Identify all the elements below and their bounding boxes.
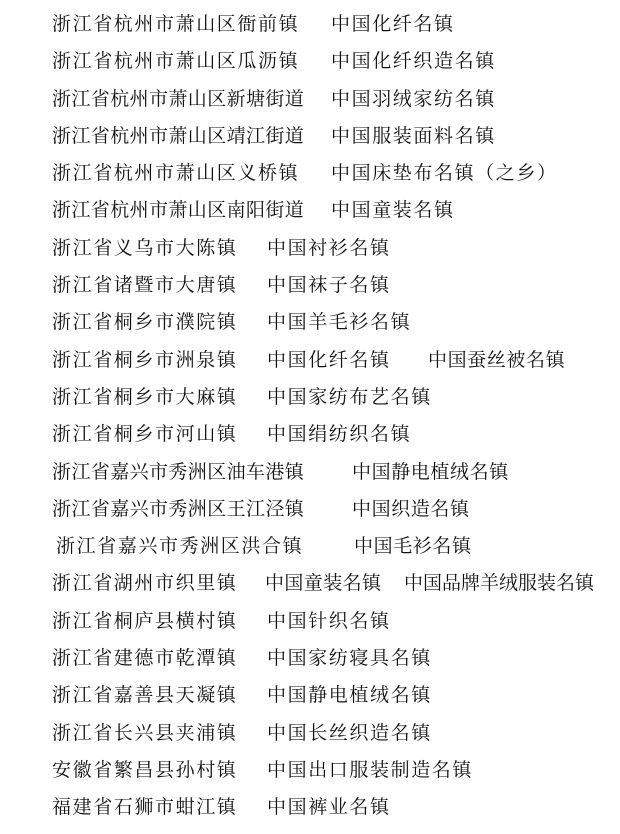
honor-title: 中国家纺寝具名镇 — [267, 647, 432, 670]
honor-title: 中国毛衫名镇 — [354, 535, 472, 558]
list-item — [0, 342, 620, 379]
honor-title: 中国蚕丝被名镇 — [428, 348, 566, 371]
list-item — [0, 640, 620, 677]
honor-title: 中国绢纺织名镇 — [267, 423, 412, 446]
place-name: 浙江省桐乡市濮院镇 — [52, 311, 238, 334]
list-item — [0, 677, 620, 714]
place-name: 浙江省湖州市织里镇 — [52, 572, 238, 595]
list-item — [0, 454, 620, 491]
honor-title: 中国童装名镇 — [265, 572, 382, 595]
honor-title: 中国羊毛衫名镇 — [267, 311, 412, 334]
honor-title: 中国裤业名镇 — [267, 796, 391, 819]
place-name: 浙江省义乌市大陈镇 — [52, 236, 238, 259]
list-item — [0, 528, 620, 565]
honor-title: 中国童装名镇 — [331, 199, 455, 222]
place-name: 浙江省桐庐县横村镇 — [52, 609, 238, 632]
list-item — [0, 6, 620, 43]
list-item — [0, 752, 620, 789]
list-item — [0, 565, 620, 602]
list-item — [0, 491, 620, 528]
place-name: 浙江省杭州市萧山区靖江街道 — [52, 124, 305, 147]
place-name: 浙江省嘉兴市秀洲区洪合镇 — [56, 535, 304, 558]
list-item — [0, 416, 620, 453]
honor-title: 中国化纤名镇 — [331, 13, 455, 35]
honor-title: 中国静电植绒名镇 — [267, 684, 432, 707]
place-name: 浙江省嘉兴市秀洲区王江泾镇 — [52, 497, 305, 520]
place-name: 浙江省杭州市萧山区衙前镇 — [52, 13, 300, 35]
honor-title: 中国出口服装制造名镇 — [267, 758, 474, 781]
place-name: 浙江省杭州市萧山区瓜沥镇 — [52, 50, 300, 73]
place-name: 浙江省长兴县夹浦镇 — [52, 721, 238, 744]
honor-title: 中国织造名镇 — [352, 497, 470, 520]
list-item — [0, 304, 620, 341]
list-item — [0, 267, 620, 304]
place-name: 浙江省杭州市萧山区新塘街道 — [52, 87, 305, 110]
honor-title: 中国家纺布艺名镇 — [267, 385, 432, 408]
place-name: 福建省石狮市蚶江镇 — [52, 796, 238, 819]
place-name: 浙江省桐乡市洲泉镇 — [52, 348, 238, 371]
list-item — [0, 789, 620, 826]
honor-title: 中国床垫布名镇（之乡） — [331, 162, 558, 185]
list-item — [0, 715, 620, 752]
honor-title: 中国袜子名镇 — [267, 274, 391, 297]
place-name: 浙江省杭州市萧山区义桥镇 — [52, 162, 300, 185]
list-item — [0, 43, 620, 80]
honor-title: 中国针织名镇 — [267, 609, 391, 632]
honor-title: 中国品牌羊绒服装名镇 — [404, 572, 595, 595]
place-name: 浙江省嘉善县天凝镇 — [52, 684, 238, 707]
honor-title: 中国服装面料名镇 — [331, 124, 496, 147]
place-name: 安徽省繁昌县孙村镇 — [52, 758, 238, 781]
list-item — [0, 230, 620, 267]
place-name: 浙江省桐乡市河山镇 — [52, 423, 238, 446]
list-item — [0, 379, 620, 416]
list-item — [0, 603, 620, 640]
list-item — [0, 118, 620, 155]
place-name: 浙江省桐乡市大麻镇 — [52, 385, 238, 408]
place-name: 浙江省建德市乾潭镇 — [52, 647, 238, 670]
honor-title: 中国化纤织造名镇 — [331, 50, 496, 73]
honor-title: 中国静电植绒名镇 — [352, 460, 509, 483]
document-page — [0, 6, 620, 827]
honor-title: 中国衬衫名镇 — [267, 236, 391, 259]
honor-title: 中国羽绒家纺名镇 — [331, 87, 496, 110]
honor-title: 中国化纤名镇 — [267, 348, 391, 371]
place-name: 浙江省嘉兴市秀洲区油车港镇 — [52, 460, 305, 483]
list-item — [0, 192, 620, 229]
list-item — [0, 155, 620, 192]
honor-title: 中国长丝织造名镇 — [267, 721, 432, 744]
place-name: 浙江省诸暨市大唐镇 — [52, 274, 238, 297]
list-item — [0, 81, 620, 118]
place-name: 浙江省杭州市萧山区南阳街道 — [52, 199, 305, 222]
